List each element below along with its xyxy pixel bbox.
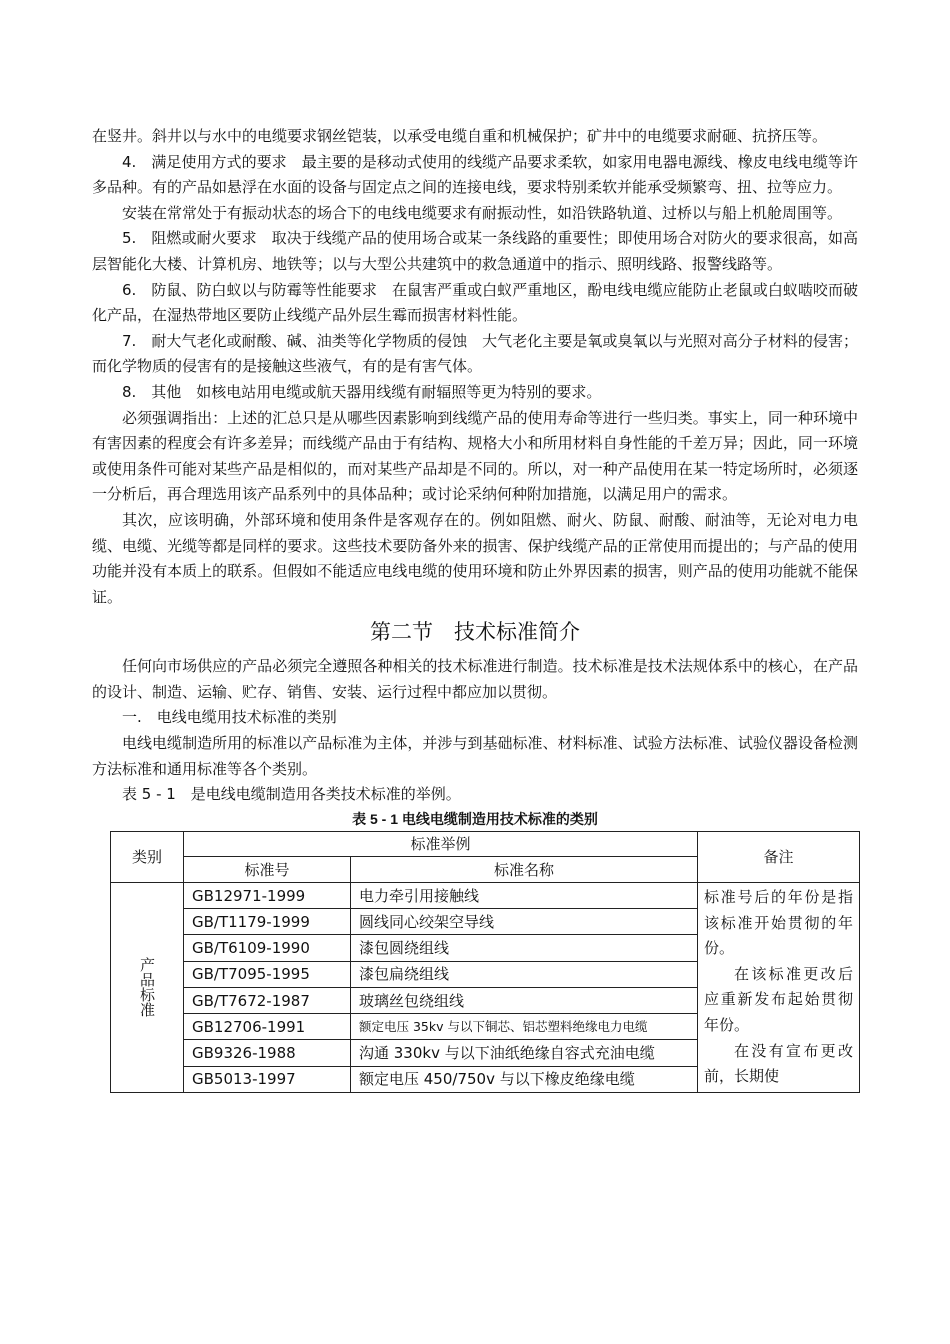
standard-name: 沟通 330kv 与以下油纸绝缘自容式充油电缆 <box>351 1040 698 1066</box>
note-text: 在没有宣布更改前，长期使 <box>704 1041 853 1086</box>
standard-name: 额定电压 35kv 与以下铜芯、铝芯塑料绝缘电力电缆 <box>351 1014 698 1040</box>
header-examples: 标准举例 <box>184 831 698 857</box>
header-note: 备注 <box>698 831 860 882</box>
paragraph: 安装在常常处于有振动状态的场合下的电线电缆要求有耐振动性，如沿铁路轨道、过桥以与船上机舱周围等。 <box>122 203 843 222</box>
category-cell <box>111 883 184 1093</box>
table-header-row <box>111 831 860 857</box>
standards-table <box>110 831 860 1093</box>
standard-name: 漆包扁绕组线 <box>351 961 698 987</box>
standard-name: 圆线同心绞架空导线 <box>351 909 698 935</box>
paragraph: 其次，应该明确，外部环境和使用条件是客观存在的。例如阻燃、耐火、防鼠、耐酸、耐油等，无论对电力电缆、电缆、光缆等都是同样的要求。这些技术要防备外来的损害、保护线缆产品的正常使用而提出的；与产品的使用功能并没有本质上的联系。但假如不能适应电线电缆的使用环境和防止外界因素的损害，则产品的使用功能就不能保证。 <box>92 510 858 606</box>
standard-code: GB/T1179-1999 <box>184 909 351 935</box>
note-text: 在该标准更改后应重新发布起始贯彻年份。 <box>704 964 853 1034</box>
table-caption: 表 5 - 1 电线电缆制造用技术标准的类别 <box>352 810 598 827</box>
standard-code: GB/T7095-1995 <box>184 961 351 987</box>
standard-code: GB12971-1999 <box>184 883 351 909</box>
paragraph: 任何向市场供应的产品必须完全遵照各种相关的技术标准进行制造。技术标准是技术法规体系中的核心，在产品的设计、制造、运输、贮存、销售、安装、运行过程中都应加以贯彻。 <box>92 657 858 701</box>
standard-code: GB/T6109-1990 <box>184 935 351 961</box>
category-label: 产品标准 <box>138 957 156 1018</box>
header-category: 类别 <box>111 831 184 882</box>
paragraph: 在竖井。斜井以与水中的电缆要求钢丝铠装，以承受电缆自重和机械保护；矿井中的电缆要求耐砸、抗挤压等。 <box>92 127 828 145</box>
standard-name: 额定电压 450/750v 与以下橡皮绝缘电缆 <box>351 1066 698 1092</box>
standard-code: GB/T7672-1987 <box>184 987 351 1013</box>
paragraph: 电线电缆制造所用的标准以产品标准为主体，并涉与到基础标准、材料标准、试验方法标准、试验仪器设备检测方法标准和通用标准等各个类别。 <box>92 734 858 778</box>
standard-name: 玻璃丝包绕组线 <box>351 987 698 1013</box>
standard-name: 漆包圆绕组线 <box>351 935 698 961</box>
paragraph: 必须强调指出：上述的汇总只是从哪些因素影响到线缆产品的使用寿命等进行一些归类。事实上，同一种环境中有害因素的程度会有许多差异；而线缆产品由于有结构、规格大小和所用材料自身性能的千差万异；因此，同一环境或使用条件可能对某些产品是相似的，而对某些产品却是不同的。所以，对一种产品使用在某一特定场所时，必须逐一分析后，再合理选用该产品系列中的具体品种；或讨论采纳何种附加措施，以满足用户的需求。 <box>92 408 858 504</box>
paragraph: 4. 满足使用方式的要求 最主要的是移动式使用的线缆产品要求柔软，如家用电器电源线、橡皮电线电缆等许多品种。有的产品如悬浮在水面的设备与固定点之间的连接电线，要求特别柔软并能承受频繁弯、扭、拉等应力。 <box>92 152 858 197</box>
header-code: 标准号 <box>184 857 351 883</box>
paragraph: 6. 防鼠、防白蚁以与防霉等性能要求 在鼠害严重或白蚁严重地区，酚电线电缆应能防止老鼠或白蚁啮咬而破化产品，在湿热带地区要防止线缆产品外层生霉而损害材料性能。 <box>92 280 858 325</box>
standard-code: GB9326-1988 <box>184 1040 351 1066</box>
standard-code: GB12706-1991 <box>184 1014 351 1040</box>
table-reference: 表 5 - 1 是电线电缆制造用各类技术标准的举例。 <box>122 785 461 804</box>
standard-code: GB5013-1997 <box>184 1066 351 1092</box>
paragraph: 5. 阻燃或耐火要求 取决于线缆产品的使用场合或某一条线路的重要性；即使用场合对防火的要求很高，如高层智能化大楼、计算机房、地铁等；以与大型公共建筑中的救急通道中的指示、照明线路、报警线路等。 <box>92 229 858 273</box>
table-row <box>111 883 860 909</box>
standard-name: 电力牵引用接触线 <box>351 883 698 909</box>
paragraph: 8. 其他 如核电站用电缆或航天器用线缆有耐辐照等更为特别的要求。 <box>122 382 602 401</box>
note-cell <box>698 883 860 1093</box>
section-heading: 第二节 技术标准简介 <box>370 620 580 645</box>
note-text: 标准号后的年份是指该标准开始贯彻的年份。 <box>704 888 853 958</box>
document-page <box>92 124 858 1093</box>
header-name: 标准名称 <box>351 857 698 883</box>
subheading: 一. 电线电缆用技术标准的类别 <box>122 708 337 727</box>
paragraph: 7. 耐大气老化或耐酸、碱、油类等化学物质的侵蚀 大气老化主要是氧或臭氧以与光照对高分子材料的侵害；而化学物质的侵害有的是接触这些液气，有的是有害气体。 <box>92 331 858 376</box>
